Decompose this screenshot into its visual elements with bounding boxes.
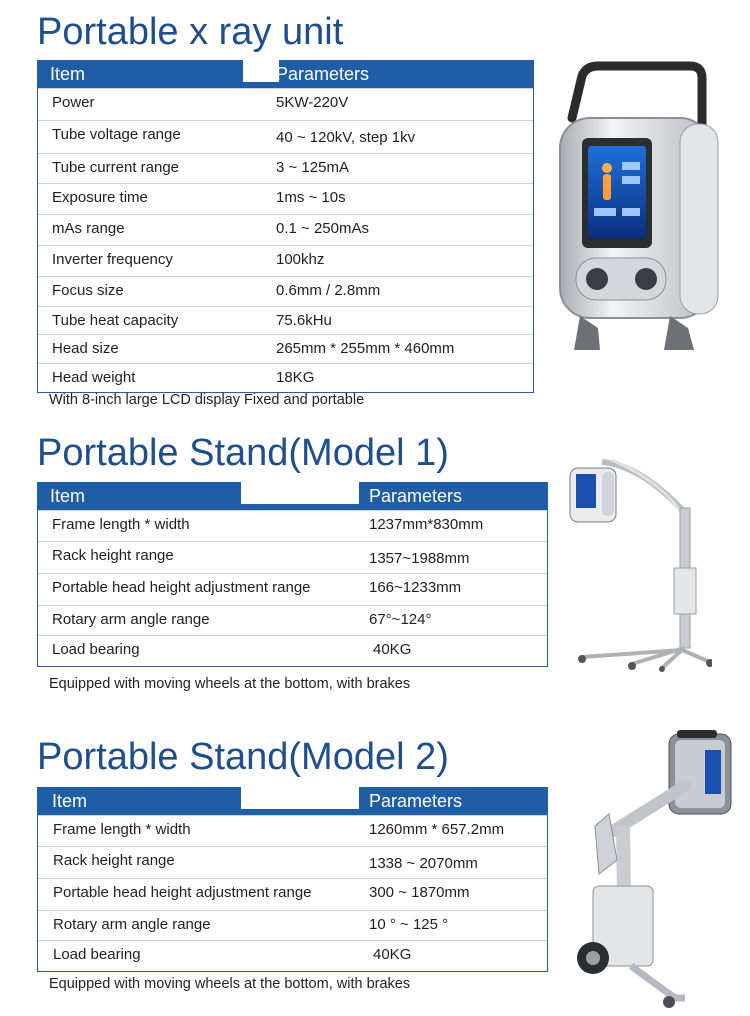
- table-row: Portable head height adjustment range 166~1233mm: [38, 573, 547, 605]
- table-row: Tube voltage range 40 ~ 120kV, step 1kv: [38, 120, 533, 153]
- stand-model2-photo: [565, 726, 745, 1011]
- header-parameters: Parameters: [369, 791, 463, 811]
- header-item: Item: [50, 64, 86, 84]
- section3-note: Equipped with moving wheels at the bottom, with brakes: [49, 976, 411, 992]
- section1-note: With 8-inch large LCD display Fixed and portable: [49, 392, 365, 408]
- table-header: [38, 787, 547, 815]
- table-row: Rotary arm angle range 10 ° ~ 125 °: [38, 910, 547, 940]
- table-row: Head size 265mm * 255mm * 460mm: [38, 334, 533, 363]
- table-row: Focus size 0.6mm / 2.8mm: [38, 276, 533, 306]
- table-header: [38, 60, 533, 88]
- table-row: Rack height range 1338 ~ 2070mm: [38, 846, 547, 878]
- table-row: Rack height range 1357~1988mm: [38, 541, 547, 573]
- section2-note: Equipped with moving wheels at the bottom, with brakes: [49, 676, 411, 692]
- section1-title: Portable x ray unit: [37, 11, 344, 53]
- table-row: Load bearing 40KG: [38, 940, 547, 971]
- table-row: Head weight 18KG: [38, 363, 533, 392]
- spec-table-stand-model2: [37, 787, 548, 972]
- spec-table-xray-unit: [37, 60, 534, 393]
- header-item: Item: [52, 791, 88, 811]
- table-row: Portable head height adjustment range 300 ~ 1870mm: [38, 878, 547, 910]
- table-row: Load bearing 40KG: [38, 635, 547, 666]
- table-row: mAs range 0.1 ~ 250mAs: [38, 214, 533, 245]
- section3-title: Portable Stand(Model 2): [37, 736, 449, 778]
- table-row: Exposure time 1ms ~ 10s: [38, 183, 533, 214]
- table-row: Frame length * width 1237mm*830mm: [38, 510, 547, 541]
- table-header: [38, 482, 547, 510]
- table-row: Frame length * width 1260mm * 657.2mm: [38, 815, 547, 846]
- header-parameters: Parameters: [276, 64, 370, 84]
- table-row: Tube current range 3 ~ 125mA: [38, 153, 533, 183]
- header-item: Item: [50, 486, 86, 506]
- header-parameters: Parameters: [369, 486, 463, 506]
- table-row: Power 5KW-220V: [38, 88, 533, 120]
- stand-model1-photo: [562, 452, 712, 672]
- xray-unit-photo: [552, 58, 732, 358]
- table-row: Inverter frequency 100khz: [38, 245, 533, 276]
- table-row: Rotary arm angle range 67°~124°: [38, 605, 547, 635]
- section2-title: Portable Stand(Model 1): [37, 432, 449, 474]
- spec-table-stand-model1: [37, 482, 548, 667]
- table-row: Tube heat capacity 75.6kHu: [38, 306, 533, 334]
